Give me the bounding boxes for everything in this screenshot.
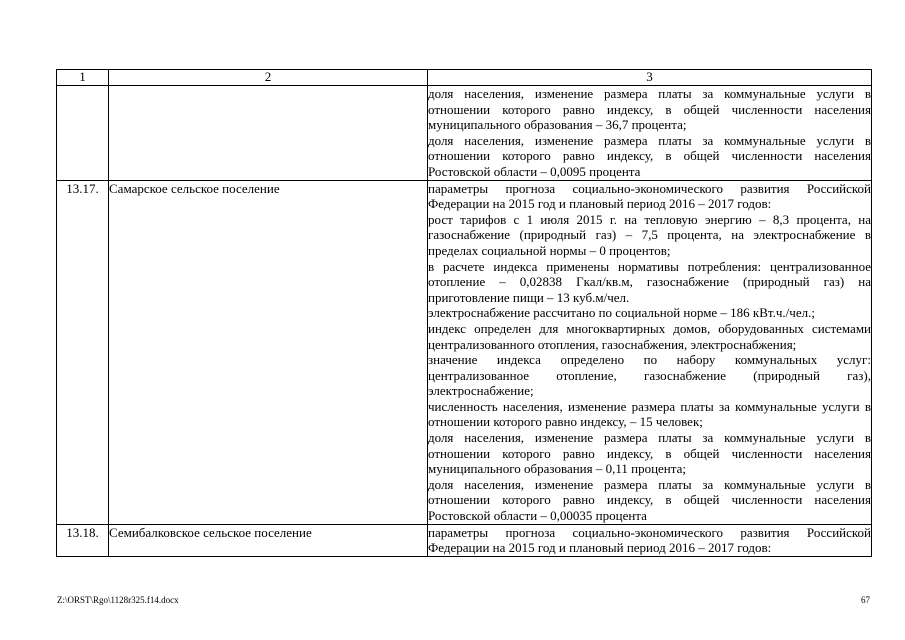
description-cell: [428, 524, 872, 556]
header-cell-2: 2: [109, 70, 428, 86]
number-cell: [57, 86, 109, 181]
description-cell: [428, 86, 872, 181]
table-row: [57, 524, 872, 556]
paragraph: в расчете индекса применены нормативы потребления: централизованное отопление – 0,02838 Гкал/кв.м, газоснабжение (природный газ) на приготовление пищи – 13 куб.м/чел.: [428, 258, 871, 305]
header-cell-3: 3: [428, 70, 872, 86]
table-row: [57, 180, 872, 524]
paragraph: доля населения, изменение размера платы за коммунальные услуги в отношении которого равно индексу, в общей численности населения муниципального образования – 0,11 процента;: [428, 430, 871, 477]
table-row-continuation: [57, 86, 872, 181]
paragraph: значение индекса определено по набору коммунальных услуг: централизованное отопление, газоснабжение (природный газ), электроснабжение;: [428, 352, 871, 399]
paragraph: индекс определен для многоквартирных домов, оборудованных системами централизованного отопления, газоснабжения, электроснабжения;: [428, 320, 871, 352]
main-table: [56, 69, 872, 557]
name-cell: [109, 86, 428, 181]
header-cell-1: 1: [57, 70, 109, 86]
footer-file-path: Z:\ORST\Rgo\1128r325.f14.docx: [57, 595, 179, 605]
description-cell: [428, 180, 872, 524]
paragraph: доля населения, изменение размера платы за коммунальные услуги в отношении которого равно индексу, в общей численности населения Ростовской области – 0,0095 процента: [428, 132, 871, 179]
footer-page-number: 67: [861, 595, 870, 605]
table-header-row: [57, 70, 872, 86]
paragraph: параметры прогноза социально-экономического развития Российской Федерации на 2015 год и плановый период 2016 – 2017 годов:: [428, 180, 871, 212]
row-number: 13.18.: [57, 524, 109, 556]
paragraph: доля населения, изменение размера платы за коммунальные услуги в отношении которого равно индексу, в общей численности населения муниципального образования – 36,7 процента;: [428, 86, 871, 133]
paragraph: доля населения, изменение размера платы за коммунальные услуги в отношении которого равно индексу, в общей численности населения Ростовской области – 0,00035 процента: [428, 476, 871, 524]
row-number: 13.17.: [57, 180, 109, 524]
settlement-name: Самарское сельское поселение: [109, 180, 428, 524]
paragraph: рост тарифов с 1 июля 2015 г. на тепловую энергию – 8,3 процента, на газоснабжение (природный газ) – 7,5 процента, на электроснабжение в пределах социальной нормы – 0 процентов;: [428, 211, 871, 258]
paragraph: электроснабжение рассчитано по социальной норме – 186 кВт.ч./чел.;: [428, 305, 815, 321]
paragraph: параметры прогноза социально-экономического развития Российской Федерации на 2015 год и плановый период 2016 – 2017 годов:: [428, 524, 871, 556]
paragraph: численность населения, изменение размера платы за коммунальные услуги в отношении которого равно индексу, – 15 человек;: [428, 398, 871, 430]
settlement-name: Семибалковское сельское поселение: [109, 524, 428, 556]
